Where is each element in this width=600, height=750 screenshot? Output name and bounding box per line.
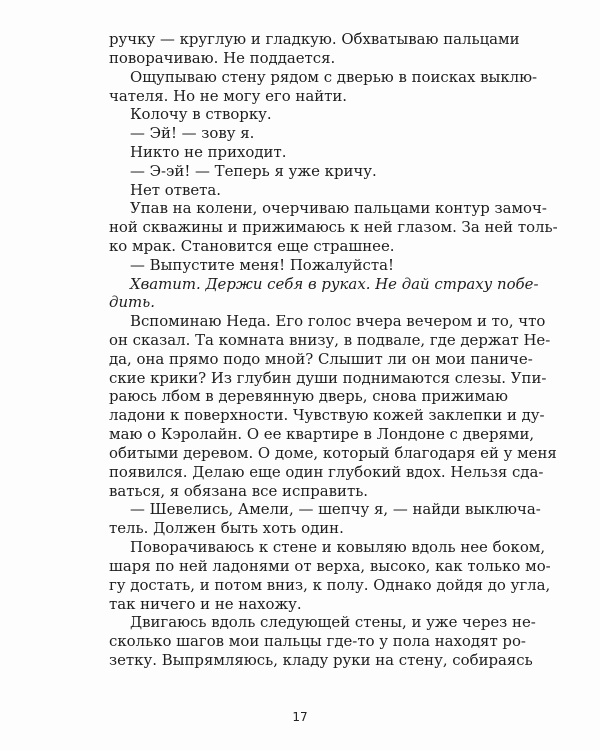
text-line: Упав на колени, очерчиваю пальцами контур замоч- [130, 199, 547, 217]
text-line: появился. Делаю еще один глубокий вдох. Нельзя сда- [109, 463, 544, 481]
text-line: он сказал. Та комната внизу, в подвале, где держат Не- [109, 331, 551, 349]
text-line: обитыми деревом. О доме, который благодаря ей у меня [109, 444, 557, 462]
text-line: — Эй! — зову я. [130, 124, 255, 142]
text-line: ной скважины и прижимаюсь к ней глазом. За ней толь- [109, 218, 558, 236]
text-line: Колочу в створку. [130, 105, 272, 123]
text-line: сколько шагов мои пальцы где-то у пола находят ро- [109, 632, 526, 650]
text-line: чателя. Но не могу его найти. [109, 87, 348, 105]
text-line: тель. Должен быть хоть один. [109, 519, 344, 537]
text-line: шаря по ней ладонями от верха, высоко, как только мо- [109, 557, 551, 575]
text-line: маю о Кэролайн. О ее квартире в Лондоне с дверями, [109, 425, 535, 443]
text-line: зетку. Выпрямляюсь, кладу руки на стену, собираясь [109, 651, 533, 669]
text-line: ко мрак. Становится еще страшнее. [109, 237, 395, 255]
text-line: ские крики? Из глубин души поднимаются слезы. Упи- [109, 369, 547, 387]
text-line: дить. [109, 293, 155, 311]
text-line: Поворачиваюсь к стене и ковыляю вдоль нее боком, [130, 538, 546, 556]
text-line: так ничего и не нахожу. [109, 595, 302, 613]
text-line: Ощупываю стену рядом с дверью в поисках выклю- [130, 68, 538, 86]
text-line: ваться, я обязана все исправить. [109, 482, 369, 500]
text-line: Нет ответа. [130, 181, 222, 199]
text-line: гу достать, и потом вниз, к полу. Однако дойдя до угла, [109, 576, 551, 594]
text-line: да, она прямо подо мной? Слышит ли он мои паниче- [109, 350, 533, 368]
text-line: — Выпустите меня! Пожалуйста! [130, 256, 394, 274]
text-line: ладони к поверхности. Чувствую кожей заклепки и ду- [109, 406, 545, 424]
text-line: Двигаюсь вдоль следующей стены, и уже через не- [130, 613, 536, 631]
text-line: Вспоминаю Неда. Его голос вчера вечером и то, что [130, 312, 546, 330]
text-line: — Э-эй! — Теперь я уже кричу. [130, 162, 377, 180]
text-line: раюсь лбом в деревянную дверь, снова прижимаю [109, 387, 508, 405]
text-line: ручку — круглую и гладкую. Обхватываю пальцами [109, 30, 520, 48]
text-line: Никто не приходит. [130, 143, 287, 161]
text-line: поворачиваю. Не поддается. [109, 49, 336, 67]
page-number: 17 [292, 710, 308, 724]
text-line: — Шевелись, Амели, — шепчу я, — найди выключа- [130, 500, 541, 518]
text-line: Хватит. Держи себя в руках. Не дай страху побе- [130, 275, 539, 293]
